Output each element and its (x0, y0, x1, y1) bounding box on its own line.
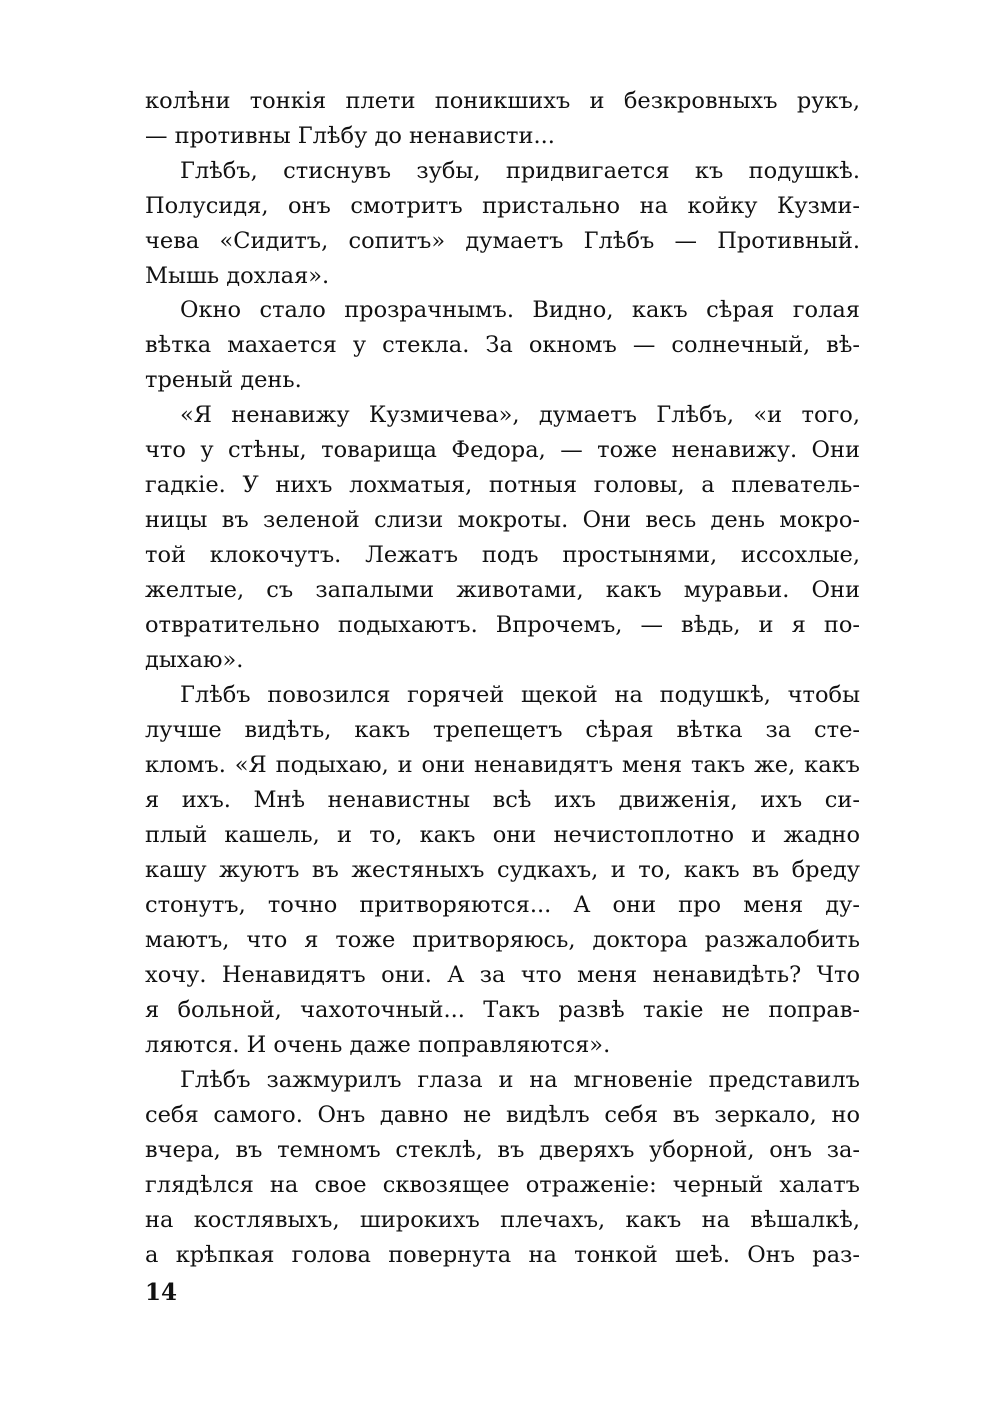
text-line: кломъ. «Я подыхаю, и они ненавидятъ меня такъ же, какъ (145, 752, 860, 778)
text-line: вѣтка махается у стекла. За окномъ — солнечный, вѣ- (145, 332, 860, 358)
text-line: стонутъ, точно притворяются... А они про меня ду- (145, 892, 860, 918)
text-line: Мышь дохлая». (145, 263, 330, 289)
text-line: ницы въ зеленой слизи мокроты. Они весь день мокро- (145, 507, 860, 533)
text-line: — противны Глѣбу до ненависти... (145, 123, 555, 149)
paragraph-first-line: Глѣбъ, стиснувъ зубы, придвигается къ подушкѣ. (180, 158, 860, 184)
paragraph-first-line: Глѣбъ зажмурилъ глаза и на мгновеніе представилъ (180, 1067, 860, 1093)
text-line: что у стѣны, товарища Федора, — тоже ненавижу. Они (145, 437, 860, 463)
text-line: желтые, съ запалыми животами, какъ муравьи. Они (145, 577, 860, 603)
text-line: глядѣлся на свое сквозящее отраженіе: черный халатъ (145, 1172, 860, 1198)
text-line: дыхаю». (145, 647, 244, 673)
text-line: гадкіе. У нихъ лохматыя, потныя головы, а плеватель- (145, 472, 860, 498)
paragraph-first-line: «Я ненавижу Кузмичева», думаетъ Глѣбъ, «и того, (180, 402, 860, 428)
text-line: отвратительно подыхаютъ. Впрочемъ, — вѣдь, и я по- (145, 612, 860, 638)
text-line: а крѣпкая голова повернута на тонкой шеѣ. Онъ раз- (145, 1242, 860, 1268)
text-line: кашу жуютъ въ жестяныхъ судкахъ, и то, какъ въ бреду (145, 857, 860, 883)
text-line: вчера, въ темномъ стеклѣ, въ дверяхъ уборной, онъ за- (145, 1137, 860, 1163)
text-line: себя самого. Онъ давно не видѣлъ себя въ зеркало, но (145, 1102, 860, 1128)
page-number: 14 (145, 1279, 178, 1306)
text-line: хочу. Ненавидятъ они. А за что меня ненавидѣть? Что (145, 962, 860, 988)
text-line: я больной, чахоточный... Такъ развѣ такіе не поправ- (145, 997, 860, 1023)
text-line: маютъ, что я тоже притворяюсь, доктора разжалобить (145, 927, 860, 953)
text-line: Полусидя, онъ смотритъ пристально на койку Кузми- (145, 193, 860, 219)
paragraph-first-line: Окно стало прозрачнымъ. Видно, какъ сѣрая голая (180, 297, 860, 323)
text-line: лучше видѣть, какъ трепещетъ сѣрая вѣтка за сте- (145, 717, 860, 743)
text-line: чева «Сидитъ, сопитъ» думаетъ Глѣбъ — Противный. (145, 228, 860, 254)
text-line: я ихъ. Мнѣ ненавистны всѣ ихъ движенія, ихъ си- (145, 787, 860, 813)
text-line: на костлявыхъ, широкихъ плечахъ, какъ на вѣшалкѣ, (145, 1207, 860, 1233)
text-line: плый кашель, и то, какъ они нечистоплотно и жадно (145, 822, 860, 848)
text-line: треный день. (145, 367, 302, 393)
text-line: той клокочутъ. Лежатъ подъ простынями, иссохлые, (145, 542, 860, 568)
text-line: колѣни тонкія плети поникшихъ и безкровныхъ рукъ, (145, 88, 860, 114)
paragraph-first-line: Глѣбъ повозился горячей щекой на подушкѣ, чтобы (180, 682, 860, 708)
text-line: ляются. И очень даже поправляются». (145, 1032, 611, 1058)
